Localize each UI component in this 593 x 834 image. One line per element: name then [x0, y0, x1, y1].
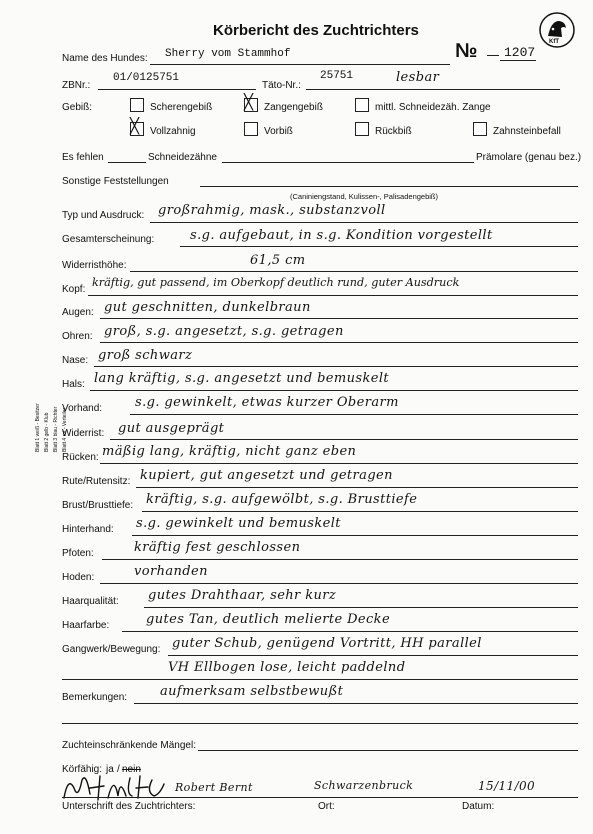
side-note-line: Blatt 3 blau - Richter — [53, 406, 59, 452]
field-line — [100, 583, 578, 584]
side-note-line: Blatt 1 weiß - Besitzer — [35, 403, 41, 452]
field-value-hoden: vorhanden — [134, 564, 208, 579]
field-label-rute: Rute/Rutensitz: — [62, 476, 131, 487]
checkbox-scherengebiss — [130, 98, 144, 112]
tato-note: lesbar — [396, 70, 440, 85]
dog-name-label: Name des Hundes: — [62, 53, 148, 64]
side-note-line: Blatt 2 gelb - Klub — [44, 412, 50, 452]
zb-label: ZBNr.: — [62, 80, 91, 91]
checkbox-vorbiss — [244, 122, 258, 136]
field-line — [94, 366, 578, 367]
field-label-hinterhand: Hinterhand: — [62, 524, 114, 535]
option-label-scherengebiss: Scherengebiß — [150, 102, 213, 113]
gangwerk-line-1 — [168, 655, 578, 656]
field-value-haarfarbe: gutes Tan, deutlich melierte Decke — [146, 612, 391, 627]
field-line — [100, 318, 578, 319]
field-line — [110, 439, 578, 440]
gangwerk-value-1: guter Schub, genügend Vortritt, HH parallel — [172, 636, 482, 651]
club-logo-text: KfT — [549, 39, 559, 45]
check-x-icon: ╳ — [130, 117, 140, 135]
field-line — [90, 390, 578, 391]
option-label-rueckbiss: Rückbiß — [375, 126, 412, 137]
field-label-brust: Brust/Brusttiefe: — [62, 500, 134, 511]
signature-name: Robert Bernt — [175, 781, 253, 794]
bemerkungen-value: aufmerksam selbstbewußt — [160, 684, 344, 699]
club-logo — [538, 10, 576, 50]
field-label-hals: Hals: — [62, 379, 85, 390]
bemerkungen-line-2 — [62, 723, 578, 724]
option-label-vorbiss: Vorbiß — [264, 126, 293, 137]
field-value-ruecken: mäßig lang, kräftig, nicht ganz eben — [102, 444, 357, 459]
field-label-vorhand: Vorhand: — [62, 403, 103, 414]
form-title: Körbericht des Zuchtrichters — [213, 22, 419, 39]
praemolare-label: Prämolare (genau bez.) — [476, 152, 582, 163]
gangwerk-value-2: VH Ellbogen lose, leicht paddelnd — [168, 660, 406, 675]
side-note-line: Blatt 4 rot - Verteiler — [62, 407, 68, 452]
field-label-pfoten: Pfoten: — [62, 548, 94, 559]
field-value-pfoten: kräftig fest geschlossen — [134, 540, 301, 555]
datum-label: Datum: — [462, 801, 495, 812]
field-line — [180, 246, 578, 247]
field-label-augen: Augen: — [62, 307, 94, 318]
option-label-zangengebiss: Zangengebiß — [264, 102, 323, 113]
field-value-hals: lang kräftig, s.g. angesetzt und bemuskelt — [94, 371, 390, 386]
maengel-label: Zuchteinschränkende Mängel: — [62, 740, 196, 751]
signature-line — [62, 797, 578, 798]
field-line — [100, 463, 578, 464]
field-value-haarqualitaet: gutes Drahthaar, sehr kurz — [148, 588, 337, 603]
tato-line — [306, 89, 560, 90]
dog-name-line — [150, 64, 450, 65]
option-label-zahnsteinbefall: Zahnsteinbefall — [493, 126, 561, 137]
field-label-ruecken: Rücken: — [62, 452, 99, 463]
signature-ort-value: Schwarzenbruck — [314, 779, 414, 792]
field-value-nase: groß schwarz — [98, 348, 193, 363]
field-value-hinterhand: s.g. gewinkelt und bemuskelt — [136, 516, 341, 531]
sonstige-line — [200, 186, 578, 187]
field-value-rute: kupiert, gut angesetzt und getragen — [140, 468, 393, 483]
field-label-kopf: Kopf: — [62, 284, 86, 295]
gebiss-hint: (Caniniengstand, Kulissen-, Palisadengebiß) — [290, 192, 439, 201]
side-note — [34, 352, 78, 452]
schneidezaehne-line — [222, 162, 474, 163]
field-label-hoden: Hoden: — [62, 572, 95, 583]
sonstige-label: Sonstige Feststellungen — [62, 176, 169, 187]
field-value-brust: kräftig, s.g. aufgewölbt, s.g. Brusttiefe — [146, 492, 418, 507]
field-value-ohren: groß, s.g. angesetzt, s.g. getragen — [104, 324, 344, 339]
field-line — [132, 535, 578, 536]
gangwerk-label: Gangwerk/Bewegung: — [62, 644, 161, 655]
signature-label: Unterschrift des Zuchtrichters: — [62, 801, 196, 812]
bemerkungen-label: Bemerkungen: — [62, 692, 128, 703]
koerfaehig-slash: / — [117, 764, 120, 775]
option-label-vollzahnig: Vollzahnig — [150, 126, 196, 137]
zb-value: 01/0125751 — [113, 72, 180, 84]
field-line — [122, 631, 578, 632]
koerfaehig-label: Körfähig: — [62, 764, 103, 775]
es-fehlen-label: Es fehlen — [62, 152, 104, 163]
field-line — [136, 487, 578, 488]
checkbox-mittl-schneidezaehne — [355, 98, 369, 112]
ort-label: Ort: — [318, 801, 335, 812]
schneidezaehne-label: Schneidezähne — [148, 152, 217, 163]
field-line — [144, 607, 578, 608]
field-value-widerristhoehe: 61,5 cm — [250, 253, 306, 268]
number-value: 1207 — [504, 45, 536, 60]
gangwerk-line-2 — [62, 679, 578, 680]
tato-label: Täto-Nr.: — [262, 80, 301, 91]
maengel-line — [198, 750, 578, 751]
field-line — [100, 342, 578, 343]
koerfaehig-nein: nein — [122, 764, 141, 775]
field-value-gesamterscheinung: s.g. aufgebaut, in s.g. Kondition vorgestellt — [190, 228, 493, 243]
field-line — [142, 511, 578, 512]
koerfaehig-ja: ja — [106, 764, 114, 775]
field-line — [88, 295, 578, 296]
field-label-widerrist: Widerrist: — [62, 428, 105, 439]
field-value-vorhand: s.g. gewinkelt, etwas kurzer Oberarm — [135, 395, 399, 410]
gebiss-label: Gebiß: — [62, 102, 93, 113]
field-value-typ: großrahmig, mask., substanzvoll — [158, 203, 386, 218]
field-line — [130, 271, 578, 272]
checkbox-vollzahnig — [130, 117, 144, 136]
number-line — [500, 60, 536, 61]
field-label-nase: Nase: — [62, 355, 89, 366]
es-fehlen-line — [108, 162, 146, 163]
field-line — [130, 414, 578, 415]
zb-line — [98, 89, 256, 90]
field-label-gesamterscheinung: Gesamterscheinung: — [62, 234, 155, 245]
field-line — [150, 222, 578, 223]
field-label-widerristhoehe: Widerristhöhe: — [62, 260, 127, 271]
field-line — [102, 559, 578, 560]
check-x-icon: ╳ — [244, 93, 254, 111]
field-value-augen: gut geschnitten, dunkelbraun — [104, 300, 311, 315]
field-label-haarqualitaet: Haarqualität: — [62, 596, 119, 607]
field-label-haarfarbe: Haarfarbe: — [62, 620, 110, 631]
number-label: № — [455, 40, 478, 62]
checkbox-zangengebiss — [244, 93, 258, 112]
field-label-ohren: Ohren: — [62, 331, 93, 342]
bemerkungen-line-1 — [134, 703, 578, 704]
number-dash — [487, 55, 499, 56]
tato-value: 25751 — [320, 70, 354, 82]
field-value-kopf: kräftig, gut passend, im Oberkopf deutlich rund, guter Ausdruck — [92, 276, 460, 289]
field-label-typ: Typ und Ausdruck: — [62, 210, 145, 221]
checkbox-zahnsteinbefall — [473, 122, 487, 136]
checkbox-rueckbiss — [355, 122, 369, 136]
field-value-widerrist: gut ausgeprägt — [118, 421, 225, 436]
dog-name-value: Sherry vom Stammhof — [165, 48, 291, 60]
signature-datum-value: 15/11/00 — [478, 779, 536, 793]
option-label-mittl-schneidezaehne: mittl. Schneidezäh. Zange — [375, 102, 491, 113]
